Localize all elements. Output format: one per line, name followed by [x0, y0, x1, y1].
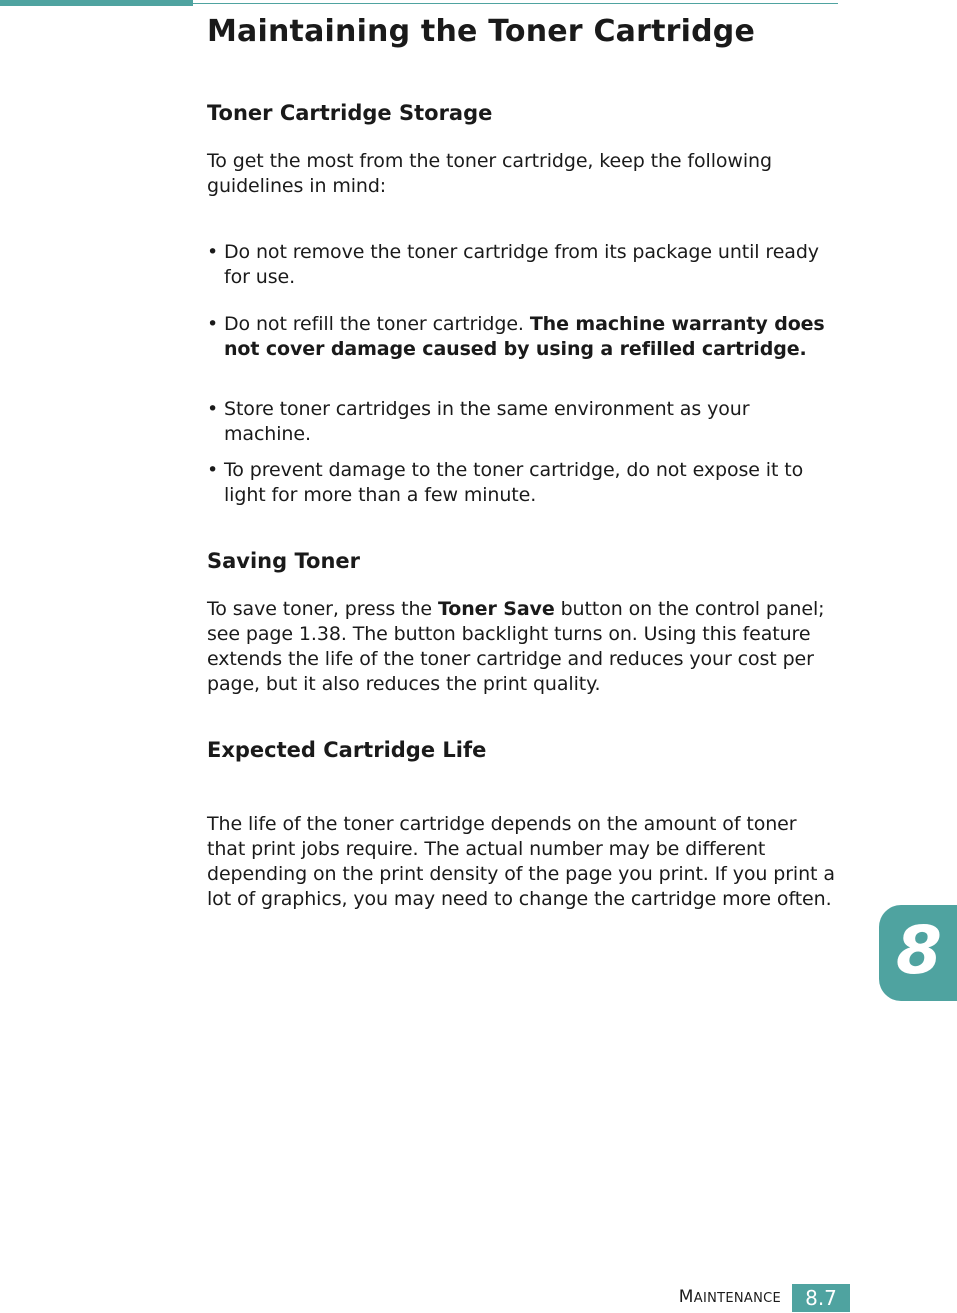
section-heading-storage: Toner Cartridge Storage: [207, 101, 493, 125]
list-item-text: Do not remove the toner cartridge from its package until ready for use.: [224, 241, 819, 288]
bullet-icon: •: [207, 241, 219, 263]
list-item: [207, 240, 839, 290]
section-heading-life: Expected Cartridge Life: [207, 738, 487, 762]
chapter-tab: [879, 905, 957, 1001]
bullet-icon: •: [207, 398, 219, 420]
list-item-text: Do not refill the toner cartridge. The machine warranty does not cover damage caused by using a refilled cartridge.: [224, 313, 825, 360]
storage-intro: To get the most from the toner cartridge, keep the following guidelines in mind:: [207, 150, 772, 197]
bullet-icon: •: [207, 459, 219, 481]
list-item-text: To prevent damage to the toner cartridge, do not expose it to light for more than a few minute.: [224, 459, 804, 506]
toner-save-button-ref: Toner Save: [437, 598, 555, 620]
page-number: 8.7: [792, 1284, 850, 1312]
saving-paragraph: To save toner, press the Toner Save button on the control panel; see page 1.38. The button backlight turns on. Using this feature extends the life of the toner cartridge and reduces your cost per page, but it also reduces the print quality.: [207, 598, 825, 695]
list-item: [207, 312, 839, 362]
list-item-text: Store toner cartridges in the same environment as your machine.: [224, 398, 750, 445]
chapter-number: 8: [896, 912, 942, 989]
page-title: Maintaining the Toner Cartridge: [207, 14, 756, 49]
header-accent-bar: [0, 0, 193, 6]
bullet-icon: •: [207, 313, 219, 335]
life-paragraph: The life of the toner cartridge depends on the amount of toner that print jobs require. The actual number may be different depending on the print density of the page you print. If you print a lot of graphics, you may need to change the cartridge more often.: [207, 813, 835, 910]
section-heading-saving: Saving Toner: [207, 549, 360, 573]
list-item: [207, 397, 839, 447]
warranty-warning: The machine warranty does not cover damage caused by using a refilled cartridge.: [224, 313, 825, 360]
footer-section-label: MAINTENANCE: [678, 1287, 781, 1307]
header-rule: [193, 3, 838, 4]
list-item: [207, 458, 839, 508]
